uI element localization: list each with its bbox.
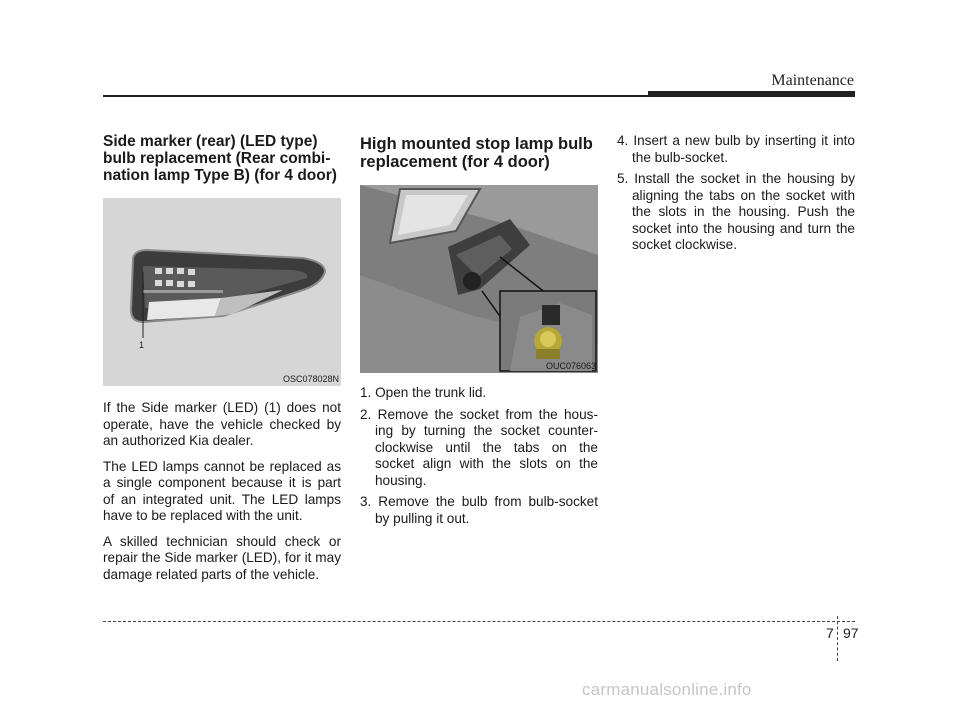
header-rule [103, 95, 650, 97]
body-paragraph: A skilled technician should check or repair the Side marker (LED), for it may damage related parts of the vehicle. [103, 533, 341, 582]
stop-lamp-heading: High mounted stop lamp bulb replacement (for 4 door) [360, 135, 593, 171]
callout-marker: 1 [139, 340, 145, 350]
rear-combination-lamp-figure [103, 198, 341, 386]
installation-steps-list [617, 133, 855, 254]
side-marker-heading: Side marker (rear) (LED type) bulb replacement (Rear combi-nation lamp Type B) (for 4 door) [103, 133, 337, 184]
page-number: 97 [843, 625, 859, 641]
removal-steps-list [360, 385, 598, 527]
figure-code: OSC078028N [282, 374, 339, 384]
page-number-divider [837, 616, 838, 661]
stop-lamp-figure [360, 185, 598, 373]
middle-column [360, 135, 598, 532]
watermark: carmanualsonline.info [582, 680, 752, 699]
body-paragraph: The LED lamps cannot be replaced as a single component because it is part of an integrated unit. The LED lamps have to be replaced with the unit. [103, 458, 341, 523]
list-item: 2. Remove the socket from the hous-ing by turning the socket counter-clockwise until the tabs on the socket align with the slots on the housing. [360, 406, 598, 488]
figure-code: OUC076063 [545, 361, 596, 371]
list-item: 4. Insert a new bulb by inserting it into the bulb-socket. [617, 133, 855, 165]
list-item: 5. Install the socket in the housing by aligning the tabs on the socket with the slots in the housing. Push the socket into the housing and turn the socket clockwise. [617, 171, 855, 252]
rear-lamp-illustration [103, 198, 341, 386]
list-item: 1. Open the trunk lid. [360, 385, 487, 400]
chapter-number: 7 [826, 625, 834, 641]
right-column [617, 133, 855, 259]
header-rule-accent [648, 91, 855, 97]
footer-rule [103, 621, 855, 622]
body-paragraph: If the Side marker (LED) (1) does not operate, have the vehicle checked by an authorized Kia dealer. [103, 400, 341, 448]
list-item: 3. Remove the bulb from bulb-socket by pulling it out. [360, 494, 598, 526]
left-column [103, 133, 341, 592]
stop-lamp-illustration [360, 185, 598, 373]
section-title: Maintenance [771, 72, 854, 89]
